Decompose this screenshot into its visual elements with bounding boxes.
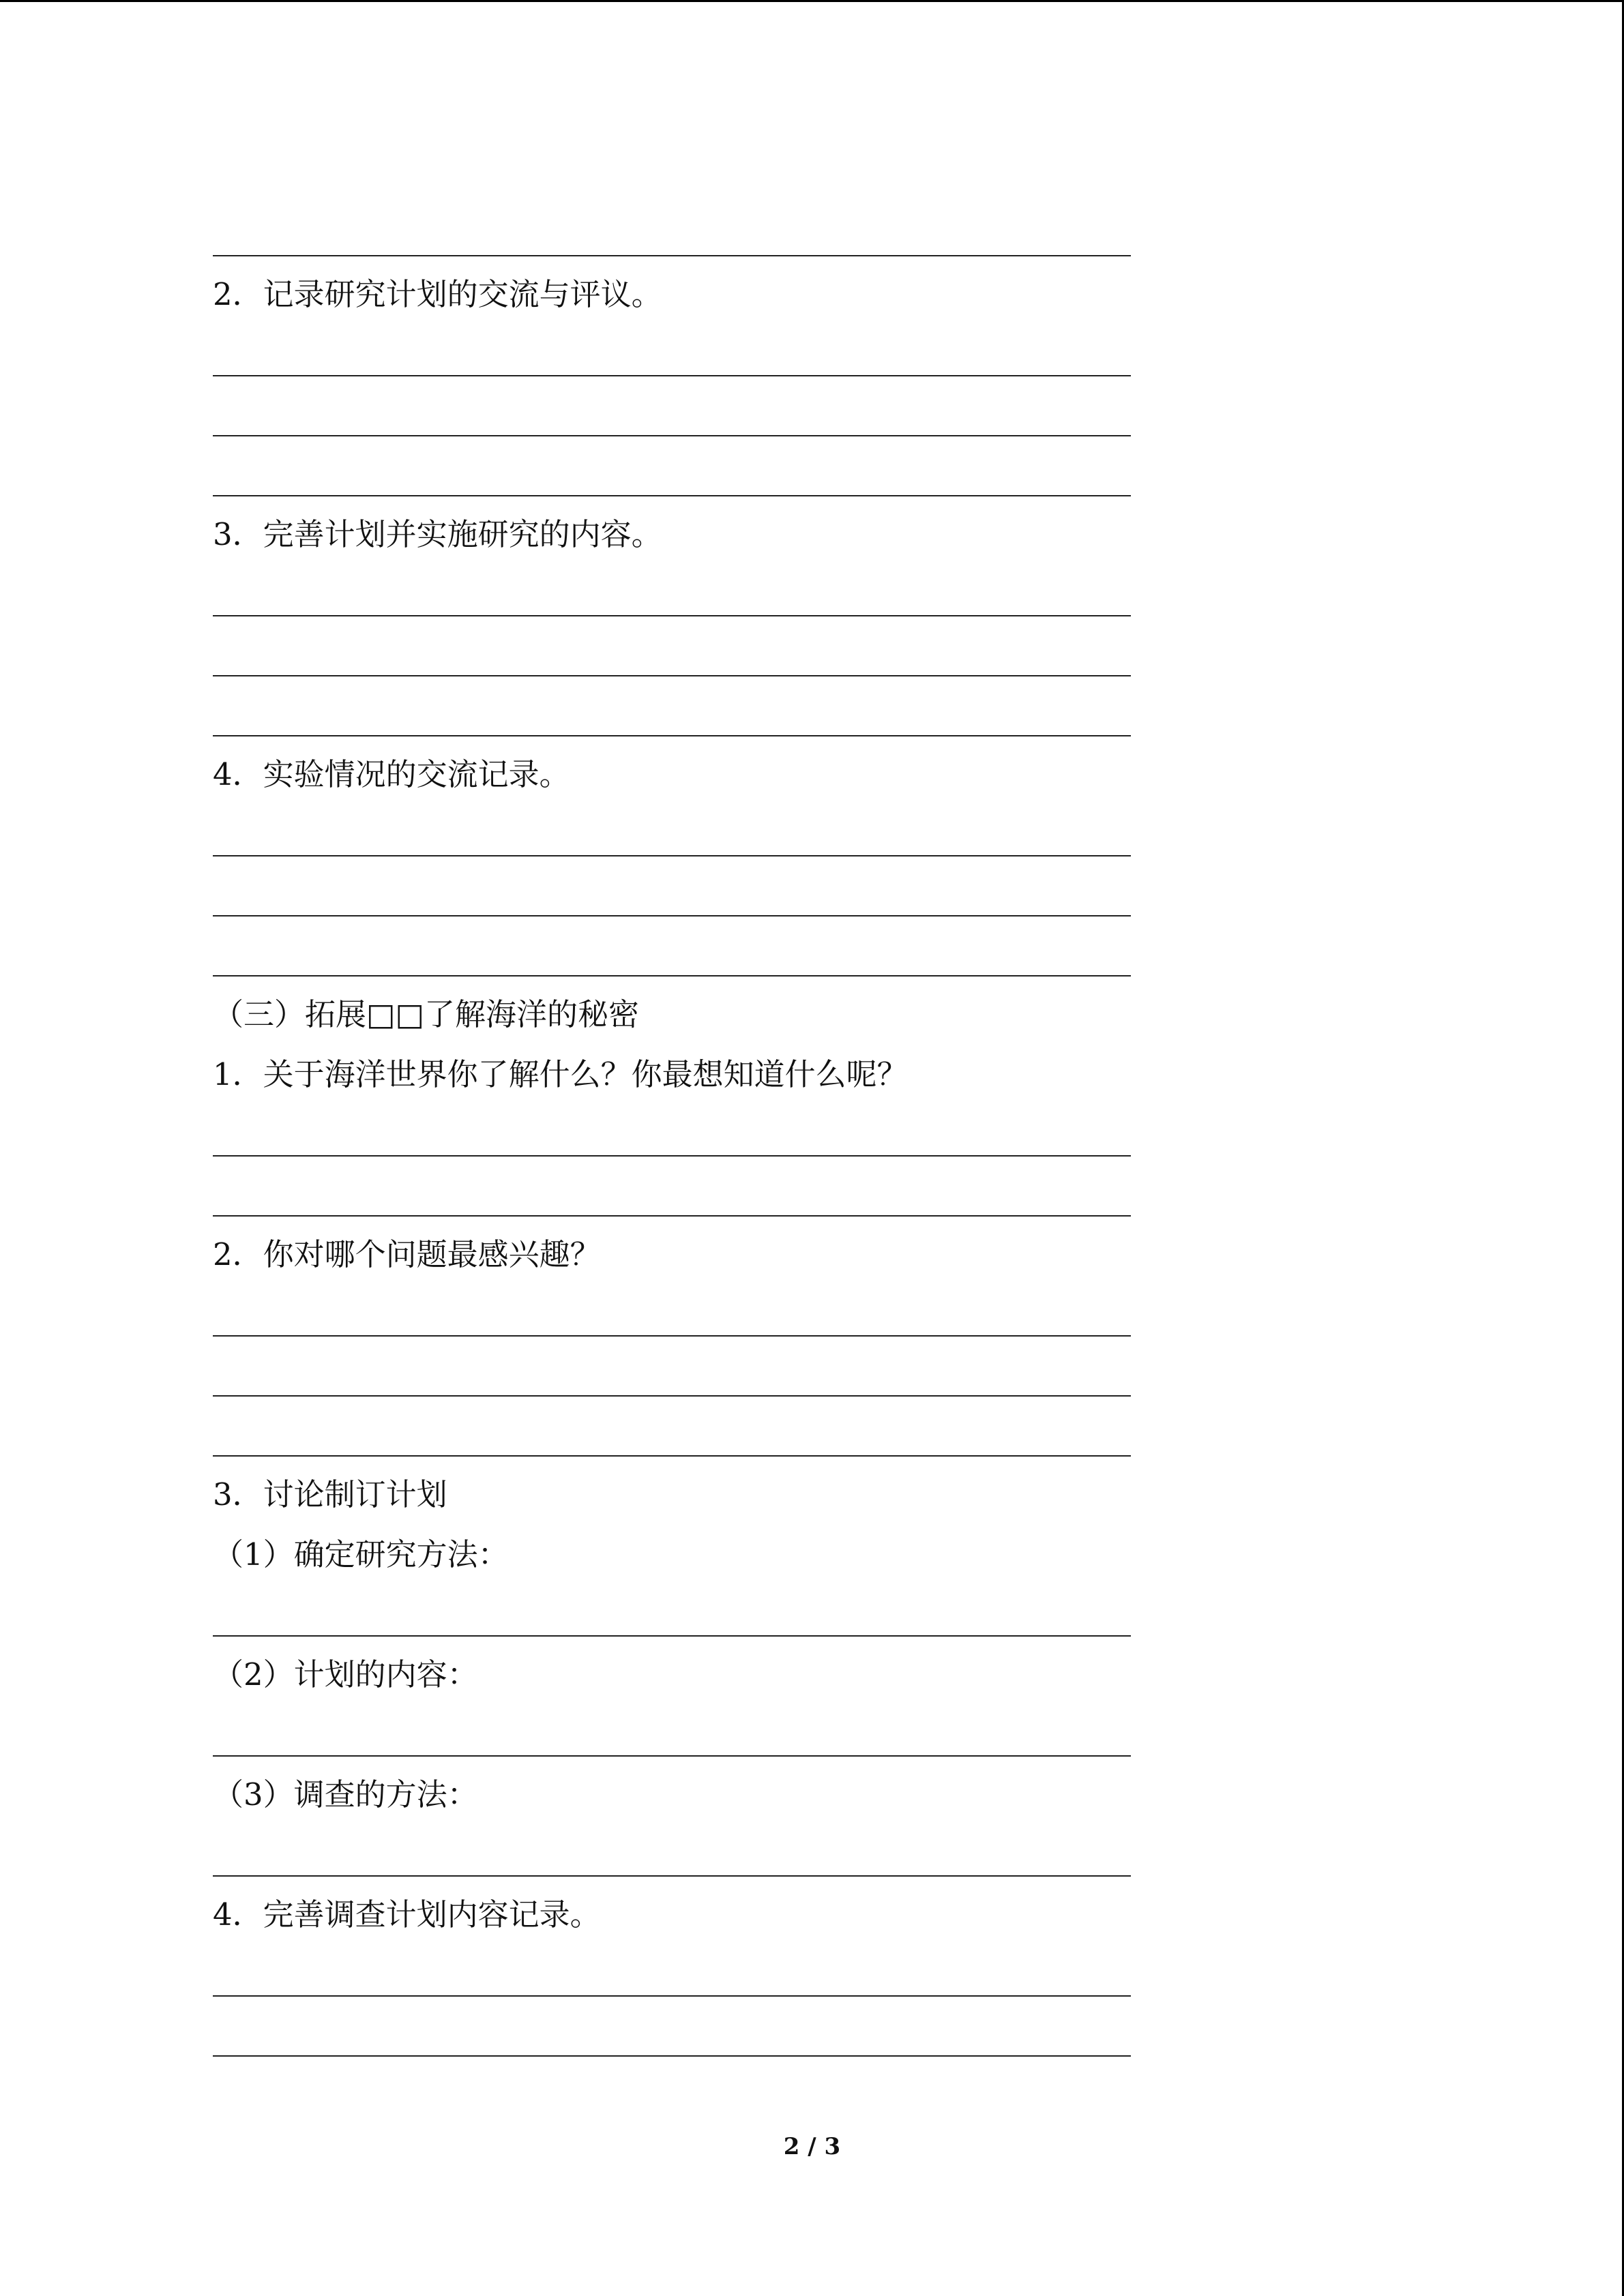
section-three-question-4: 4．完善调查计划内容记录。 [213, 1896, 601, 1933]
answer-line[interactable] [213, 915, 1131, 916]
answer-line[interactable] [213, 1215, 1131, 1217]
answer-line[interactable] [213, 1455, 1131, 1457]
question-3-sub-2: （2）计划的内容： [213, 1656, 478, 1693]
answer-line[interactable] [213, 615, 1131, 616]
answer-line[interactable] [213, 855, 1131, 856]
question-4-experiment-record: 4．实验情况的交流记录。 [213, 756, 570, 792]
answer-line[interactable] [213, 495, 1131, 496]
section-three-question-1: 1．关于海洋世界你了解什么？你最想知道什么呢？ [213, 1056, 908, 1092]
answer-line[interactable] [213, 675, 1131, 676]
page-number: 2 / 3 [783, 2133, 841, 2160]
answer-line[interactable] [213, 375, 1131, 376]
question-3-improve-plan: 3．完善计划并实施研究的内容。 [213, 516, 662, 552]
section-three-question-2: 2．你对哪个问题最感兴趣？ [213, 1236, 601, 1272]
section-three-question-3: 3．讨论制订计划 [213, 1476, 447, 1512]
answer-line[interactable] [213, 1155, 1131, 1157]
answer-line[interactable] [213, 1995, 1131, 1997]
answer-line[interactable] [213, 1395, 1131, 1397]
question-2-record-plan-discussion: 2．记录研究计划的交流与评议。 [213, 276, 662, 312]
section-three-heading: （三）拓展□□了解海洋的秘密 [213, 996, 640, 1032]
answer-line[interactable] [213, 975, 1131, 976]
question-3-sub-1: （1）确定研究方法： [213, 1536, 509, 1572]
answer-line[interactable] [213, 1875, 1131, 1877]
answer-line[interactable] [213, 735, 1131, 736]
answer-line[interactable] [213, 1335, 1131, 1337]
answer-line[interactable] [213, 435, 1131, 436]
answer-line[interactable] [213, 255, 1131, 256]
answer-line[interactable] [213, 2055, 1131, 2057]
answer-line[interactable] [213, 1755, 1131, 1757]
answer-line[interactable] [213, 1635, 1131, 1637]
question-3-sub-3: （3）调查的方法： [213, 1776, 478, 1813]
